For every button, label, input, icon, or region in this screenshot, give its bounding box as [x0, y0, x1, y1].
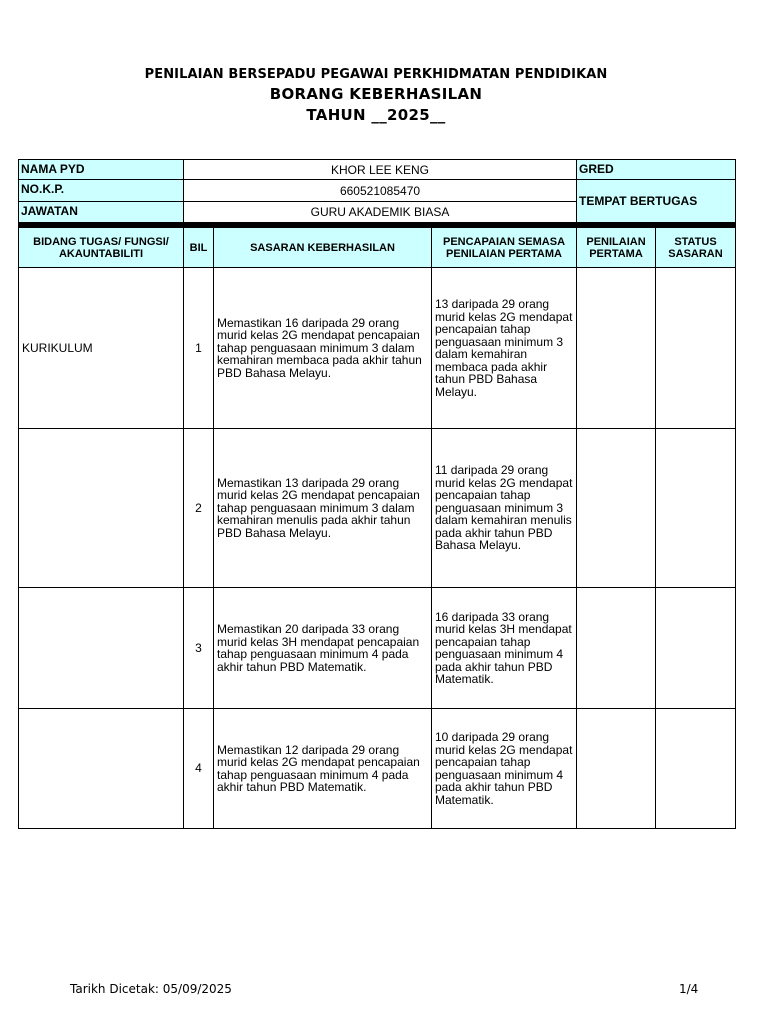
table-row-sasaran: Memastikan 16 daripada 29 orang murid kelas 2G mendapat pencapaian tahap penguasaan minimum 3 dalam kemahiran membaca pada akhir tahun PBD Bahasa Melayu. — [213, 267, 432, 429]
table-row-bil: 3 — [183, 587, 214, 709]
table-row-bidang — [18, 708, 184, 829]
table-right-edge — [735, 227, 737, 829]
nama-pyd-label: NAMA PYD — [18, 159, 184, 180]
col-header-sasaran: SASARAN KEBERHASILAN — [213, 227, 432, 268]
table-row-penilaian — [576, 708, 656, 829]
no-kp-value: 660521085470 — [183, 179, 577, 202]
table-row-penilaian — [576, 428, 656, 588]
table-row-sasaran: Memastikan 12 daripada 29 orang murid kelas 2G mendapat pencapaian tahap penguasaan minimum 4 pada akhir tahun PBD Matematik. — [213, 708, 432, 829]
table-row-penilaian — [576, 587, 656, 709]
table-row-status — [655, 708, 736, 829]
table-row-pencapaian: 16 daripada 33 orang murid kelas 3H mendapat pencapaian tahap penguasaan minimum 4 pada akhir tahun PBD Matematik. — [431, 587, 577, 709]
form-year: TAHUN __2025__ — [306, 106, 446, 124]
table-row-penilaian — [576, 267, 656, 429]
table-row-status — [655, 428, 736, 588]
col-header-pencapaian: PENCAPAIAN SEMASA PENILAIAN PERTAMA — [431, 227, 577, 268]
gred-label: GRED — [576, 159, 736, 180]
table-row-bil: 4 — [183, 708, 214, 829]
table-row-status — [655, 267, 736, 429]
table-row-pencapaian: 13 daripada 29 orang murid kelas 2G mendapat pencapaian tahap penguasaan minimum 3 dalam kemahiran membaca pada akhir tahun PBD Bahasa Melayu. — [431, 267, 577, 429]
table-row-bidang — [18, 428, 184, 588]
no-kp-label: NO.K.P. — [18, 179, 184, 202]
table-row-sasaran: Memastikan 13 daripada 29 orang murid kelas 2G mendapat pencapaian tahap penguasaan minimum 3 dalam kemahiran menulis pada akhir tahun PBD Bahasa Melayu. — [213, 428, 432, 588]
table-row-pencapaian: 11 daripada 29 orang murid kelas 2G mendapat pencapaian tahap penguasaan minimum 3 dalam kemahiran menulis pada akhir tahun PBD Bahasa Melayu. — [431, 428, 577, 588]
jawatan-label: JAWATAN — [18, 201, 184, 223]
col-header-penilaian: PENILAIAN PERTAMA — [576, 227, 656, 268]
form-title: BORANG KEBERHASILAN — [269, 85, 483, 103]
table-row-bil: 2 — [183, 428, 214, 588]
table-row-sasaran: Memastikan 20 daripada 33 orang murid kelas 3H mendapat pencapaian tahap penguasaan minimum 4 pada akhir tahun PBD Matematik. — [213, 587, 432, 709]
nama-pyd-value: KHOR LEE KENG — [183, 159, 577, 180]
print-date: Tarikh Dicetak: 05/09/2025 — [70, 982, 232, 996]
col-header-status: STATUS SASARAN — [655, 227, 736, 268]
table-row-bidang: KURIKULUM — [18, 267, 184, 429]
table-row-bidang — [18, 587, 184, 709]
col-header-bil: BIL — [183, 227, 214, 268]
table-row-pencapaian: 10 daripada 29 orang murid kelas 2G mendapat pencapaian tahap penguasaan minimum 4 pada akhir tahun PBD Matematik. — [431, 708, 577, 829]
table-row-status — [655, 587, 736, 709]
jawatan-value: GURU AKADEMIK BIASA — [183, 201, 577, 223]
form-heading: PENILAIAN BERSEPADU PEGAWAI PERKHIDMATAN PENDIDIKAN — [144, 67, 608, 82]
col-header-bidang: BIDANG TUGAS/ FUNGSI/ AKAUNTABILITI — [18, 227, 184, 268]
table-row-bil: 1 — [183, 267, 214, 429]
page-number: 1/4 — [679, 982, 699, 996]
tempat-bertugas-label: TEMPAT BERTUGAS — [576, 179, 736, 223]
